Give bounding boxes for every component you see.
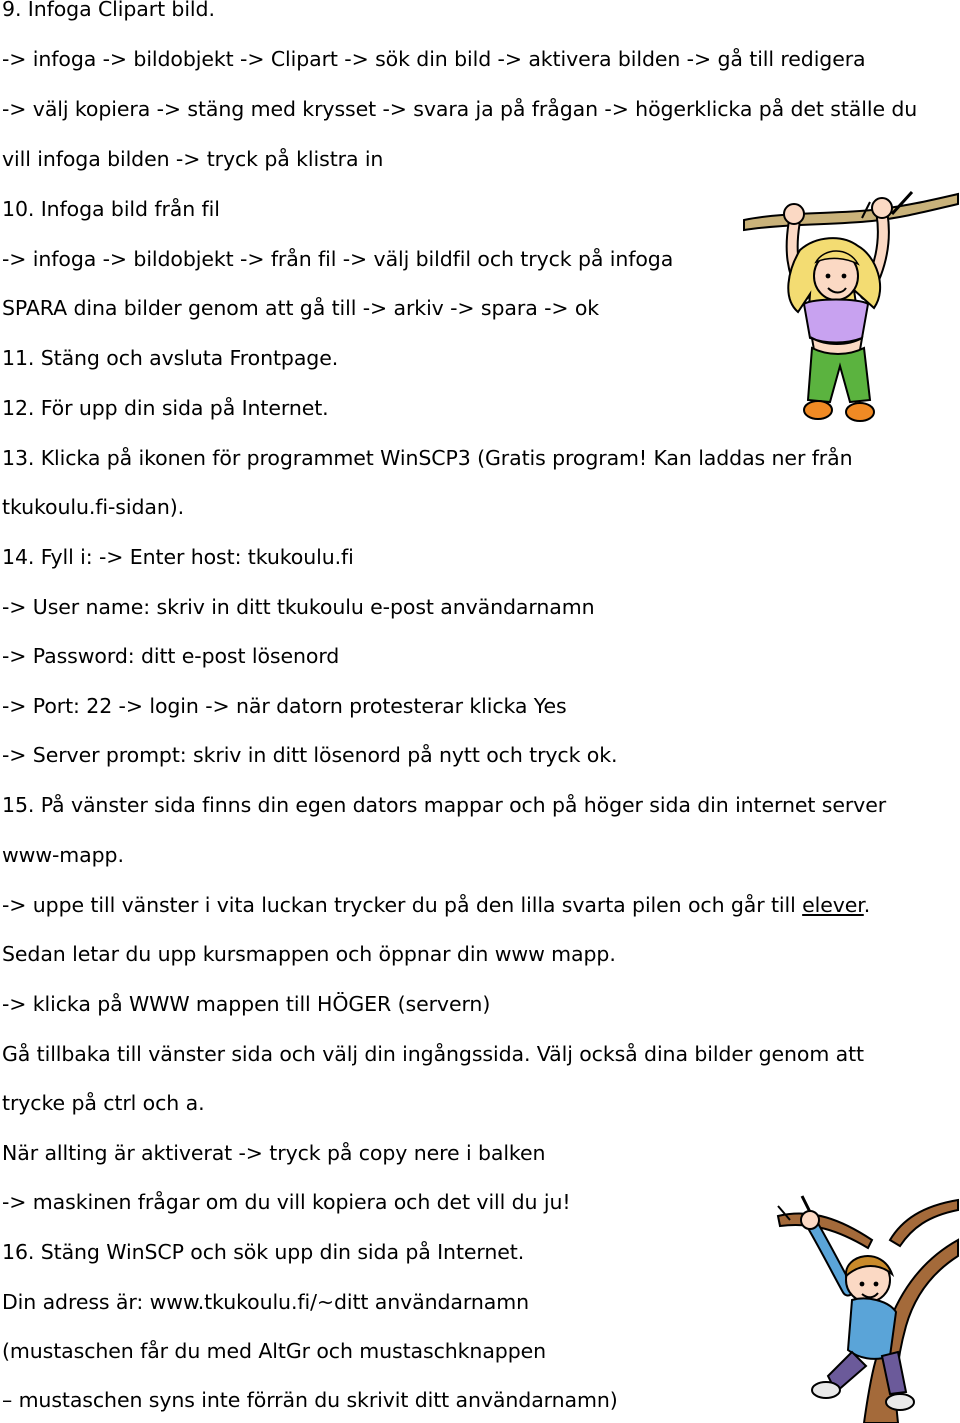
text-line-6: -> infoga -> bildobjekt -> från fil -> välj bildfil och tryck på infoga [2, 247, 674, 271]
text-line-29: – mustaschen syns inte förrän du skrivit ditt användarnamn) [2, 1388, 618, 1412]
text-line-17: 15. På vänster sida finns din egen dators mappar och på höger sida din internet server [2, 793, 887, 817]
text-line-18: www-mapp. [2, 843, 124, 867]
text-line-11: tkukoulu.fi-sidan). [2, 495, 185, 519]
text-line-9: 12. För upp din sida på Internet. [2, 396, 329, 420]
elever-underlined: elever [802, 893, 864, 917]
text-line-20: Sedan letar du upp kursmappen och öppnar din www mapp. [2, 942, 616, 966]
text-line-8: 11. Stäng och avsluta Frontpage. [2, 346, 339, 370]
text-line-19-end: . [863, 893, 871, 917]
text-line-16: -> Server prompt: skriv in ditt lösenord på nytt och tryck ok. [2, 743, 618, 767]
text-line-19 [2, 892, 870, 918]
text-line-28: (mustaschen får du med AltGr och mustaschknappen [2, 1339, 547, 1363]
boy-climbing-tree-clipart-icon [772, 1180, 960, 1423]
text-line-10: 13. Klicka på ikonen för programmet WinSCP3 (Gratis program! Kan laddas ner från [2, 446, 853, 470]
text-line-21: -> klicka på WWW mappen till HÖGER (servern) [2, 992, 491, 1016]
text-line-5: 10. Infoga bild från fil [2, 197, 220, 221]
text-line-26: 16. Stäng WinSCP och sök upp din sida på Internet. [2, 1240, 525, 1264]
text-line-14: -> Password: ditt e-post lösenord [2, 644, 340, 668]
text-line-13: -> User name: skriv in ditt tkukoulu e-post användarnamn [2, 595, 595, 619]
text-line-1: 9. Infoga Clipart bild. [2, 0, 215, 21]
text-line-12: 14. Fyll i: -> Enter host: tkukoulu.fi [2, 545, 354, 569]
text-line-2: -> infoga -> bildobjekt -> Clipart -> sök din bild -> aktivera bilden -> gå till redigera [2, 47, 866, 71]
text-line-24: När allting är aktiverat -> tryck på copy nere i balken [2, 1141, 546, 1165]
text-line-25: -> maskinen frågar om du vill kopiera och det vill du ju! [2, 1190, 571, 1214]
text-line-27: Din adress är: www.tkukoulu.fi/~ditt användarnamn [2, 1290, 529, 1314]
text-line-7: SPARA dina bilder genom att gå till -> arkiv -> spara -> ok [2, 296, 600, 320]
text-line-4: vill infoga bilden -> tryck på klistra in [2, 147, 384, 171]
text-line-3: -> välj kopiera -> stäng med krysset -> svara ja på frågan -> högerklicka på det ställe du [2, 97, 918, 121]
girl-hanging-on-branch-clipart-icon [742, 190, 960, 440]
text-line-22: Gå tillbaka till vänster sida och välj din ingångssida. Välj också dina bilder genom att [2, 1042, 864, 1066]
text-line-23: trycke på ctrl och a. [2, 1091, 205, 1115]
text-line-15: -> Port: 22 -> login -> när datorn protesterar klicka Yes [2, 694, 567, 718]
text-line-19-start: -> uppe till vänster i vita luckan trycker du på den lilla svarta pilen och går till [2, 893, 803, 917]
